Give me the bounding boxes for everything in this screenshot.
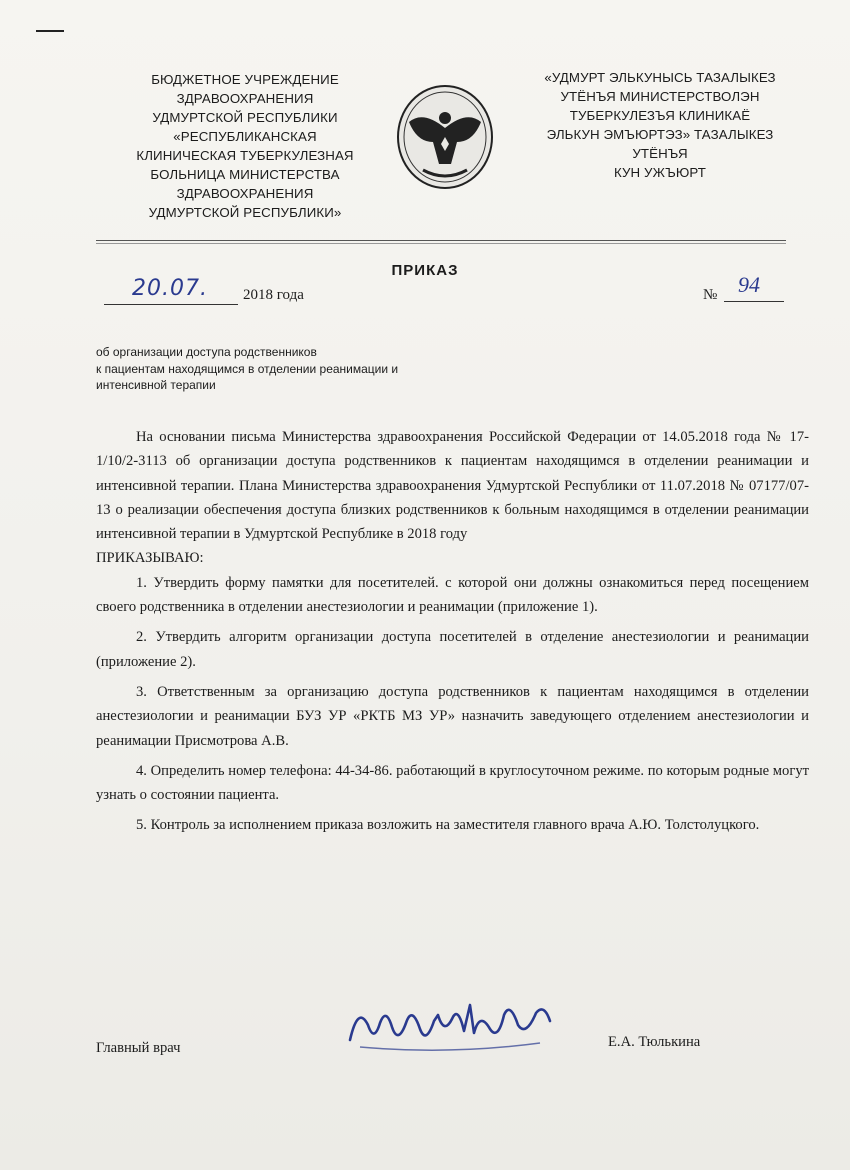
handwritten-signature-icon bbox=[340, 985, 560, 1060]
header-divider-secondary bbox=[96, 243, 786, 244]
subject-line: об организации доступа родственников bbox=[96, 345, 317, 359]
order-item: 1. Утвердить форму памятки для посетителей. с которой они должны ознакомиться перед посещением своего родственника в отделении анестезиологии и реанимации (приложение 1). bbox=[96, 574, 809, 616]
order-item: 2. Утвердить алгоритм организации доступа посетителей в отделение анестезиологии и реанимации (приложение 2). bbox=[96, 629, 809, 670]
udmurt-emblem-icon bbox=[393, 82, 498, 192]
order-word: ПРИКАЗЫВАЮ: bbox=[96, 550, 204, 567]
header-right-org-name bbox=[505, 68, 815, 182]
header-left-line: ЗДРАВООХРАНЕНИЯ bbox=[176, 91, 314, 106]
header-left-line: УДМУРТСКОЙ РЕСПУБЛИКИ bbox=[152, 110, 338, 125]
header-right-line: УТЁНЪЯ МИНИСТЕРСТВОЛЭН bbox=[560, 89, 760, 104]
date-year: 2018 года bbox=[243, 287, 304, 303]
header-right-line: УТЁНЪЯ bbox=[632, 146, 688, 161]
header-right-line: ТУБЕРКУЛЕЗЪЯ КЛИНИКАЁ bbox=[569, 108, 751, 123]
document-body bbox=[96, 425, 809, 844]
preamble-paragraph: На основании письма Министерства здравоохранения Российской Федерации от 14.05.2018 года № 17-1/10/2-3113 об организации доступа родственников к пациентам находящимся в отделении реанимации и интенсивной терапии. Плана Министерства здравоохранения Удмуртской Республики от 11.07.2018 № 07177/07-13 о реализации обеспечения доступа близких родственников к больным находящимся в отделении реанимации интенсивной терапии в Удмуртской Республике в 2018 году bbox=[96, 429, 809, 543]
handwritten-date: 20.07. bbox=[132, 276, 208, 301]
header-left-line: КЛИНИЧЕСКАЯ ТУБЕРКУЛЕЗНАЯ bbox=[136, 148, 354, 163]
header-divider bbox=[96, 240, 786, 241]
signer-role: Главный врач bbox=[96, 1040, 181, 1056]
order-item: 4. Определить номер телефона: 44-34-86. работающий в круглосуточном режиме. по которым родные могут узнать о состоянии пациента. bbox=[96, 762, 809, 804]
header-right-line: ЭЛЬКУН ЭМЪЮРТЭЗ» ТАЗАЛЫКЕЗ bbox=[546, 127, 774, 142]
document-title: ПРИКАЗ bbox=[391, 262, 459, 279]
order-item: 5. Контроль за исполнением приказа возложить на заместителя главного врача А.Ю. Толстолуцкого. bbox=[136, 817, 760, 834]
header-left-line: ЗДРАВООХРАНЕНИЯ bbox=[176, 186, 314, 201]
date-underline bbox=[104, 304, 238, 305]
header-right-line: КУН УЖЪЮРТ bbox=[613, 165, 706, 180]
subject-line: к пациентам находящимся в отделении реанимации и bbox=[96, 361, 399, 376]
header-left-line: УДМУРТСКОЙ РЕСПУБЛИКИ» bbox=[148, 205, 342, 220]
header-right-line: «УДМУРТ ЭЛЬКУНЫСЬ ТАЗАЛЫКЕЗ bbox=[544, 70, 776, 85]
order-item: 3. Ответственным за организацию доступа родственников к пациентам находящимся в отделении анестезиологии и реанимации БУЗ УР «РКТБ МЗ УР» назначить заведующего отделением анестезиологии и реанимации Присмотрова А.В. bbox=[96, 683, 809, 749]
header-left-line: «РЕСПУБЛИКАНСКАЯ bbox=[173, 129, 317, 144]
header-left-line: БОЛЬНИЦА МИНИСТЕРСТВА bbox=[150, 167, 340, 182]
number-sign: № bbox=[703, 287, 718, 303]
handwritten-number: 94 bbox=[738, 272, 760, 297]
header-left-org-name bbox=[100, 70, 390, 222]
number-underline bbox=[724, 301, 784, 302]
corner-mark bbox=[36, 30, 64, 32]
signer-name: Е.А. Тюлькина bbox=[608, 1034, 701, 1050]
document-subject bbox=[96, 344, 476, 394]
subject-line: интенсивной терапии bbox=[96, 378, 216, 392]
header-left-line: БЮДЖЕТНОЕ УЧРЕЖДЕНИЕ bbox=[151, 72, 339, 87]
